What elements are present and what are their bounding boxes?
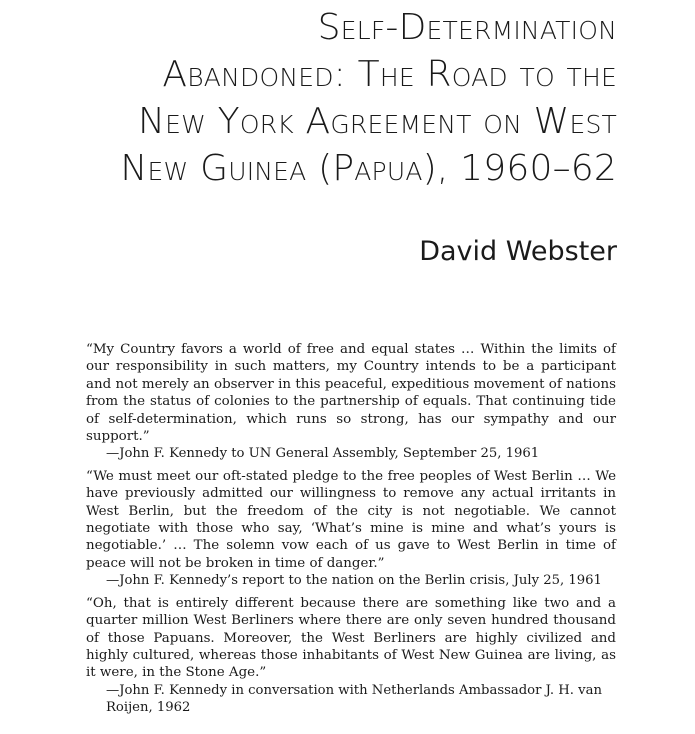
epigraph-attribution-3: —John F. Kennedy in conversation with Netherlands Ambassador J. H. van Roijen, 1962 — [106, 682, 602, 716]
title-line-3: New York Agreement on West — [137, 101, 617, 142]
title-line-2: Abandoned: The Road to the — [162, 54, 617, 95]
title-line-1: Self-Determination — [317, 7, 617, 48]
epigraph-attribution-1: —John F. Kennedy to UN General Assembly, September 25, 1961 — [106, 446, 540, 462]
epigraphs — [86, 341, 616, 722]
epigraph-quote-3: “Oh, that is entirely different because there are something like two and a quarter million West Berliners where there are only seven hundred thousand of those Papuans. Moreover, the West Berliners are highly civilized and highly cultured, whereas those inhabitants of West New Guinea are living, as it were, in the Stone Age.” — [86, 595, 616, 681]
article-title — [57, 4, 617, 192]
author-name: David Webster — [419, 236, 617, 267]
title-line-4: New Guinea (Papua), 1960–62 — [120, 148, 617, 189]
epigraph-attribution-2: —John F. Kennedy’s report to the nation on the Berlin crisis, July 25, 1961 — [106, 573, 602, 589]
epigraph-quote-1: “My Country favors a world of free and equal states … Within the limits of our responsibility in such matters, my Country intends to be a participant and not merely an observer in this peaceful, expeditious movement of nations from the status of colonies to the partnership of equals. That continuing tide of self-determination, which runs so strong, has our sympathy and our support.” — [86, 342, 616, 445]
epigraph-quote-2: “We must meet our oft-stated pledge to the free peoples of West Berlin … We have previously admitted our willingness to remove any actual irritants in West Berlin, but the freedom of the city is not negotiable. We cannot negotiate with those who say, ‘What’s mine is mine and what’s yours is negotiable.’ … The solemn vow each of us gave to West Berlin in time of peace will not be broken in time of danger.” — [86, 468, 616, 571]
